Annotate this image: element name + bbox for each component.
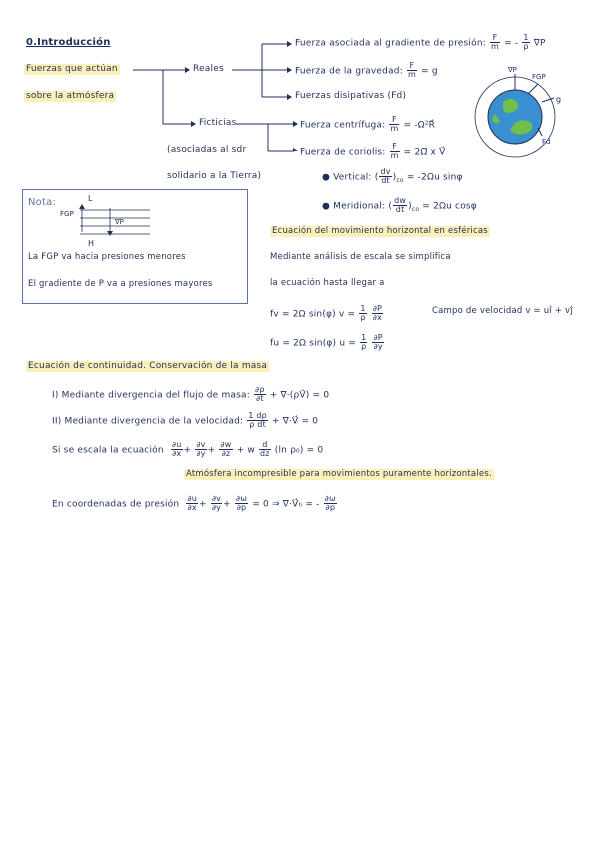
earth-label-fgp: FGP bbox=[532, 73, 546, 81]
item1-expr: + ∇·(ρV⃗) = 0 bbox=[269, 390, 330, 401]
fraction bbox=[171, 441, 183, 459]
denominator: ρ bbox=[361, 342, 367, 352]
fraction bbox=[324, 495, 337, 513]
denominator: ρ bbox=[523, 42, 529, 52]
scale-label: Si se escala la ecuación bbox=[52, 445, 164, 456]
denominator: ∂y bbox=[211, 503, 222, 513]
fictitious-note-line2: solidario a la Tierra) bbox=[167, 171, 262, 181]
fraction bbox=[186, 495, 198, 513]
numerator: ∂ρ bbox=[255, 385, 265, 394]
geostrophic-eq-v bbox=[270, 305, 384, 323]
numerator: ∂ω bbox=[235, 494, 248, 503]
continuity-pressure-coords: En coordenadas de presión $\frac{\partial u}{\partial x}$ + $\frac{\partial v}{\partial y}$ + $\frac{\partial\omega}{\partial p}$ = 0 ⇒ ∇·V⃗ₕ = - $\frac{\partial\omega}{\partial p}$ bbox=[52, 494, 336, 513]
real-forces-label: Reales bbox=[193, 64, 224, 74]
note-line1: La FGP va hacia presiones menores bbox=[28, 252, 186, 262]
continuity-item2 bbox=[52, 412, 318, 430]
numerator: F bbox=[390, 143, 400, 152]
coriolis-meridional: ● Meridional: ( $\frac{dw}{dt}$ )$_{co} = 2\Omega u$ cosφ bbox=[322, 196, 477, 215]
denominator: dz bbox=[260, 449, 270, 459]
earth-label-gravity: g bbox=[556, 95, 562, 104]
geo-heading: Ecuación del movimiento horizontal en esféricas bbox=[272, 226, 488, 236]
coriolis-vertical: ● Vertical: ( $\frac{dv}{dt}$ )$_{co} = -2\Omega u$ sinφ bbox=[322, 167, 463, 186]
denominator: ρ dt bbox=[249, 420, 266, 430]
continuity-scaling: Si se escala la ecuación $\frac{\partial u}{\partial x}$ + $\frac{\partial v}{\partial y}$ + $\frac{\partial w}{\partial z}$ + w $\frac{d}{dz}$ (ln ρ₀) = 0 bbox=[52, 440, 324, 459]
fraction bbox=[372, 334, 383, 352]
numerator: ∂u bbox=[171, 440, 182, 449]
centrifugal-expr: = -Ω²R⃗ bbox=[403, 120, 436, 131]
vertical-label: Vertical: bbox=[333, 172, 372, 183]
arrow-head bbox=[107, 231, 113, 236]
eq-lhs: fu = 2Ω sin(φ) u = bbox=[270, 338, 357, 349]
item2-expr: + ∇·V⃗ = 0 bbox=[271, 416, 319, 427]
fraction bbox=[389, 116, 399, 134]
numerator: ∂u bbox=[187, 494, 197, 503]
dissipative-forces: Fuerzas disipativas (Fd) bbox=[295, 91, 407, 101]
denominator: m bbox=[407, 70, 416, 80]
fictitious-forces-label: Ficticias bbox=[199, 118, 237, 128]
eq-lhs: fv = 2Ω sin(φ) v = bbox=[270, 309, 356, 320]
fraction bbox=[360, 334, 367, 352]
note-diagram bbox=[60, 192, 160, 248]
gradient-symbol: ∇P bbox=[533, 38, 546, 49]
fraction bbox=[393, 197, 407, 215]
denominator: ∂y bbox=[373, 342, 383, 352]
velocity-field: Campo de velocidad v = uî + vĵ bbox=[432, 306, 573, 316]
numerator: 1 bbox=[360, 304, 366, 313]
fraction bbox=[522, 34, 529, 52]
numerator: 1 bbox=[361, 333, 367, 342]
vertical-expr: = -2Ωu sinφ bbox=[406, 172, 463, 183]
fraction bbox=[390, 143, 400, 161]
numerator: ∂w bbox=[220, 440, 232, 449]
fraction bbox=[235, 495, 248, 513]
fraction bbox=[407, 62, 417, 80]
centrifugal-force bbox=[300, 116, 435, 134]
low-pressure-label: L bbox=[88, 194, 93, 203]
equals-minus: = - bbox=[504, 38, 519, 49]
note-title: Nota: bbox=[28, 197, 57, 208]
numerator: dv bbox=[380, 167, 391, 176]
arrow-to-ficticias bbox=[163, 70, 192, 124]
scale-expr: (ln ρ₀) = 0 bbox=[274, 445, 324, 456]
numerator: ∂v bbox=[196, 440, 206, 449]
fictitious-note-line1: (asociadas al sdr bbox=[167, 145, 247, 155]
numerator: ∂v bbox=[211, 494, 222, 503]
pressure-label: En coordenadas de presión bbox=[52, 499, 180, 510]
centrifugal-label: Fuerza centrífuga: bbox=[300, 120, 386, 131]
gradient-label: ∇P bbox=[115, 218, 124, 226]
denominator: ∂z bbox=[221, 449, 231, 459]
pressure-gradient-label: Fuerza asociada al gradiente de presión: bbox=[295, 38, 486, 49]
denominator: ∂x bbox=[187, 503, 197, 513]
meridional-expr: = 2Ωu cosφ bbox=[422, 201, 477, 212]
numerator: F bbox=[490, 34, 500, 43]
fraction bbox=[254, 386, 266, 404]
denominator: m bbox=[491, 42, 500, 52]
gravity-force bbox=[295, 62, 438, 80]
fraction bbox=[195, 441, 206, 459]
dissipative-arrow bbox=[538, 128, 542, 136]
coriolis-force bbox=[300, 143, 445, 161]
numerator: F bbox=[407, 62, 417, 71]
section-title: 0.Introducción bbox=[26, 37, 111, 48]
bullet: ● bbox=[322, 172, 331, 183]
earth-label-dissipative: Fd bbox=[542, 138, 551, 146]
geo-line1: Mediante análisis de escala se simplifica bbox=[270, 252, 451, 262]
item1-label: I) Mediante divergencia del flujo de masa: bbox=[52, 390, 250, 401]
numerator: 1 dρ bbox=[248, 411, 267, 420]
continuity-heading: Ecuación de continuidad. Conservación de la masa bbox=[28, 361, 268, 371]
note-line2: El gradiente de P va a presiones mayores bbox=[28, 279, 213, 289]
forces-label-line2: sobre la atmósfera bbox=[26, 91, 115, 101]
subscript: co bbox=[411, 206, 420, 214]
denominator: dt bbox=[395, 205, 405, 215]
item2-label: II) Mediante divergencia de la velocidad: bbox=[52, 416, 244, 427]
fraction bbox=[490, 34, 500, 52]
high-pressure-label: H bbox=[88, 239, 95, 248]
numerator: ∂P bbox=[373, 333, 383, 342]
pressure-expr: = 0 ⇒ ∇·V⃗ₕ = - bbox=[252, 499, 320, 510]
coriolis-expr: = 2Ω⃗ x V⃗ bbox=[403, 147, 446, 158]
fgp-label: FGP bbox=[60, 210, 74, 218]
denominator: ∂t bbox=[256, 394, 264, 404]
equals-g: = g bbox=[421, 66, 438, 77]
numerator: 1 bbox=[523, 33, 529, 42]
forces-label-line1: Fuerzas que actúan bbox=[26, 64, 118, 74]
denominator: ∂p bbox=[236, 503, 247, 513]
denominator: ∂p bbox=[325, 503, 336, 513]
continuity-item1 bbox=[52, 386, 329, 404]
denominator: m bbox=[390, 151, 399, 161]
earth-illustration bbox=[470, 62, 580, 172]
denominator: ρ bbox=[360, 313, 366, 323]
coriolis-label: Fuerza de coriolis: bbox=[300, 147, 386, 158]
fraction bbox=[359, 305, 366, 323]
fraction bbox=[372, 305, 383, 323]
scale-w: + w bbox=[236, 445, 255, 456]
numerator: ∂ω bbox=[324, 494, 336, 503]
fraction bbox=[211, 495, 222, 513]
fgp-arrow bbox=[528, 84, 538, 94]
pressure-gradient-force bbox=[295, 34, 546, 52]
bullet: ● bbox=[322, 201, 331, 212]
arrow-head bbox=[79, 204, 85, 209]
gravity-label: Fuerza de la gravedad: bbox=[295, 66, 403, 77]
fraction bbox=[379, 168, 391, 186]
geo-line2: la ecuación hasta llegar a bbox=[270, 278, 385, 288]
meridional-label: Meridional: bbox=[333, 201, 386, 212]
denominator: ∂x bbox=[172, 449, 182, 459]
numerator: d bbox=[259, 441, 271, 450]
subscript: co bbox=[396, 177, 404, 185]
incompressible-note: Atmósfera incompresible para movimientos puramente horizontales. bbox=[186, 469, 492, 479]
denominator: m bbox=[390, 124, 399, 134]
denominator: ∂x bbox=[372, 313, 383, 323]
denominator: ∂y bbox=[196, 449, 206, 459]
earth-label-gradient: ∇P bbox=[508, 66, 517, 74]
fraction bbox=[247, 412, 268, 430]
fraction bbox=[259, 441, 271, 459]
numerator: dw bbox=[394, 196, 407, 205]
numerator: F bbox=[389, 116, 399, 125]
numerator: ∂P bbox=[372, 304, 383, 313]
denominator: dt bbox=[381, 176, 390, 186]
geostrophic-eq-u bbox=[270, 334, 385, 352]
fraction bbox=[219, 441, 232, 459]
